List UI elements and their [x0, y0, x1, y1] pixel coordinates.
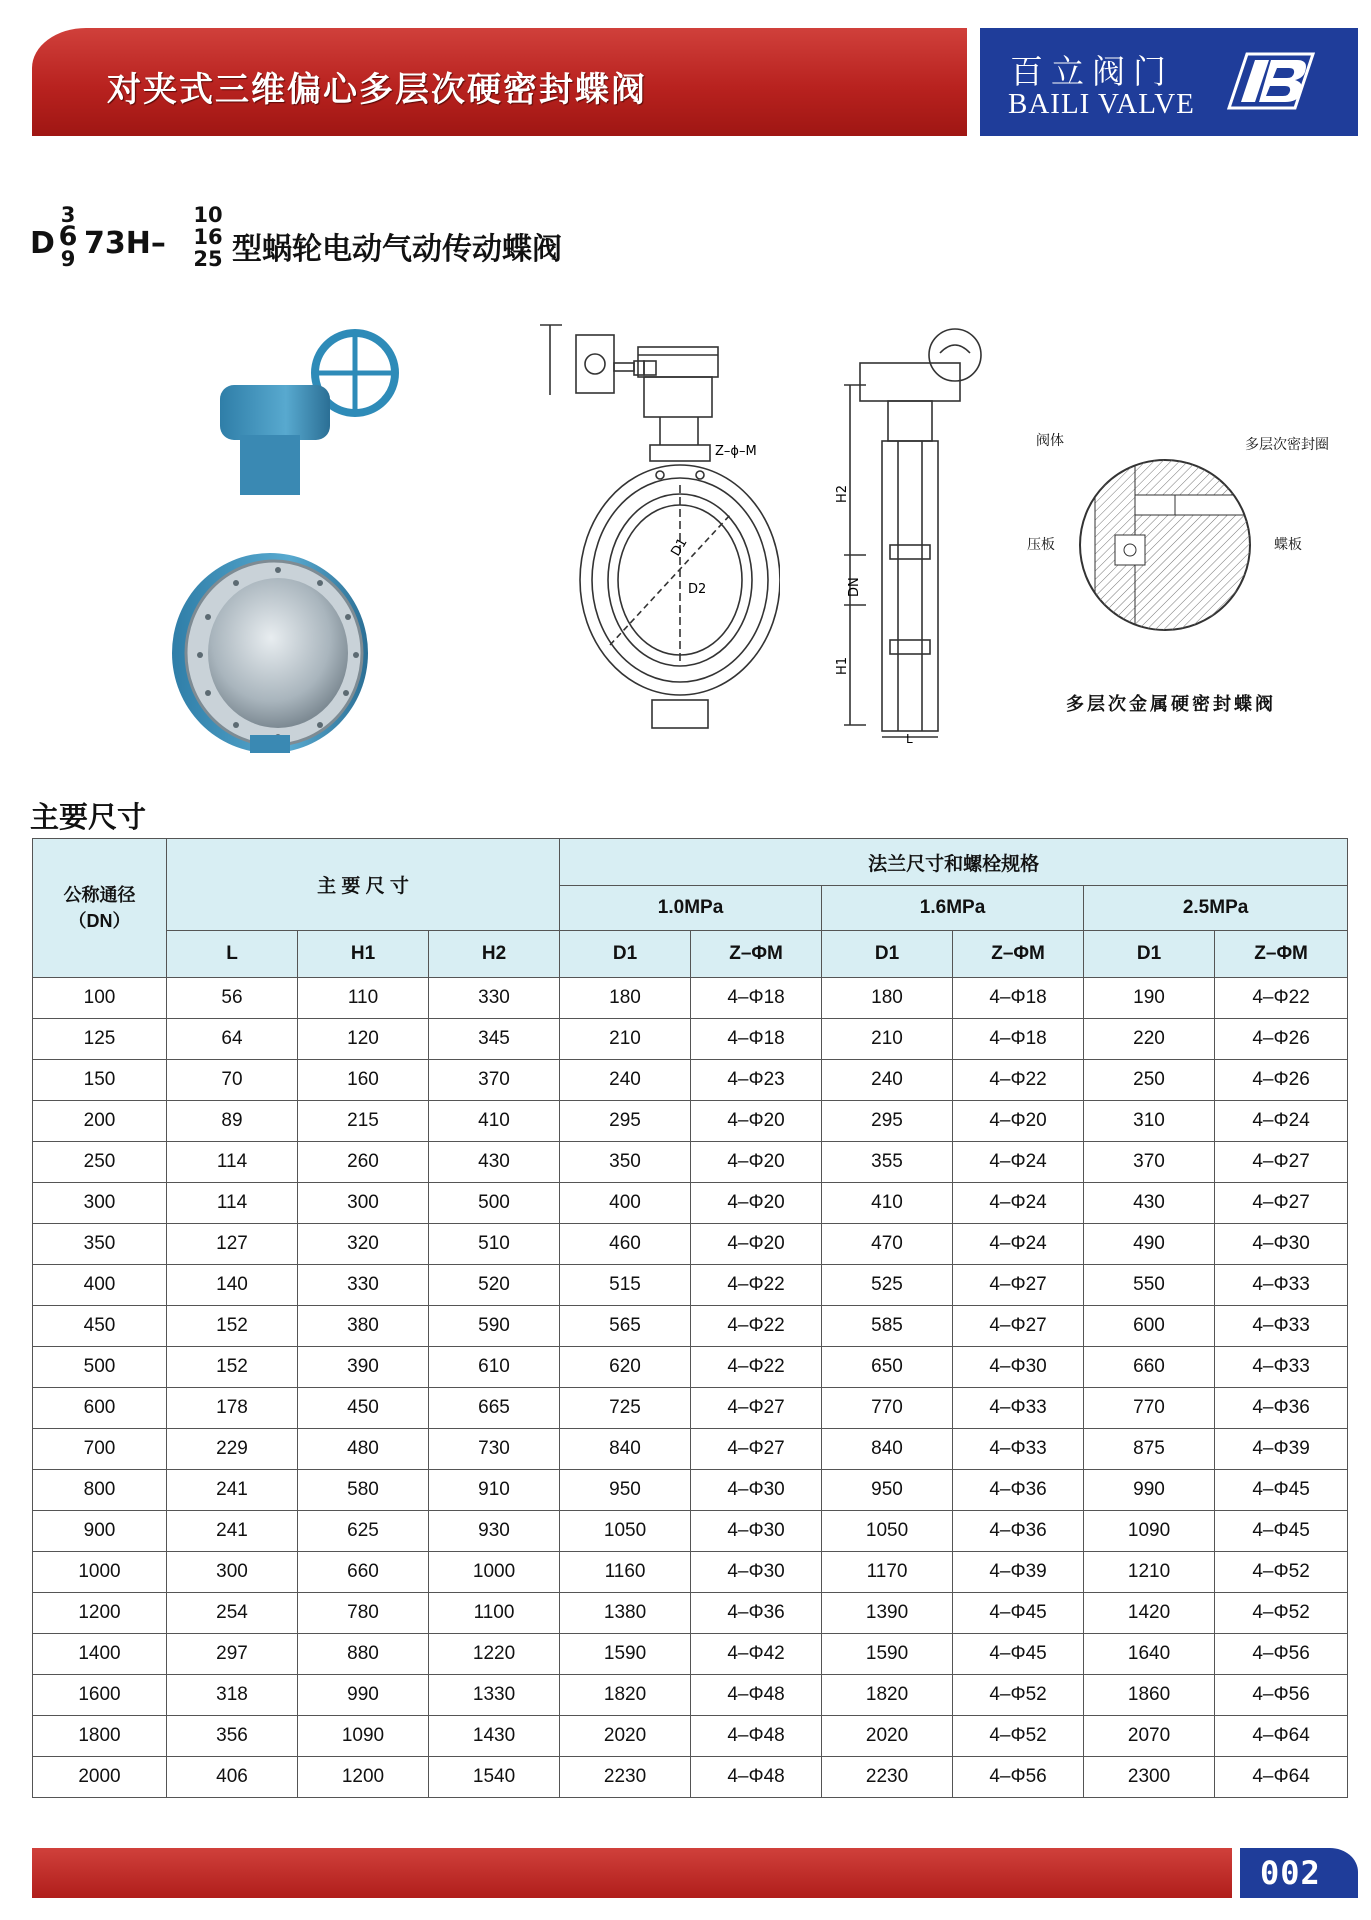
table-cell: 4–Φ18: [953, 1019, 1084, 1060]
table-cell: 4–Φ48: [691, 1757, 822, 1798]
table-cell: 500: [33, 1347, 167, 1388]
column-header: Z–ΦM: [1215, 931, 1348, 978]
side-view-drawing: [830, 325, 990, 745]
table-cell: 4–Φ27: [953, 1265, 1084, 1306]
model-stack-2-bottom: 25: [193, 247, 223, 271]
table-cell: 4–Φ22: [953, 1060, 1084, 1101]
table-cell: 4–Φ26: [1215, 1019, 1348, 1060]
table-cell: 56: [167, 978, 298, 1019]
header-pressure-1: 1.0MPa: [560, 886, 822, 931]
table-cell: 4–Φ20: [691, 1224, 822, 1265]
model-name: 型蜗轮电动气动传动蝶阀: [232, 232, 562, 267]
table-cell: 510: [429, 1224, 560, 1265]
table-cell: 350: [560, 1142, 691, 1183]
column-header: Z–ΦM: [953, 931, 1084, 978]
table-cell: 4–Φ36: [953, 1470, 1084, 1511]
table-cell: 1590: [822, 1634, 953, 1675]
table-cell: 660: [1084, 1347, 1215, 1388]
table-cell: 725: [560, 1388, 691, 1429]
table-cell: 410: [822, 1183, 953, 1224]
table-cell: 1430: [429, 1716, 560, 1757]
brand-name-en: BAILI VALVE: [1008, 88, 1195, 120]
table-cell: 4–Φ56: [1215, 1634, 1348, 1675]
table-cell: 880: [298, 1634, 429, 1675]
table-cell: 4–Φ45: [953, 1593, 1084, 1634]
table-cell: 620: [560, 1347, 691, 1388]
table-cell: 2070: [1084, 1716, 1215, 1757]
table-cell: 2300: [1084, 1757, 1215, 1798]
d1-label: D1: [668, 535, 691, 559]
table-cell: 330: [429, 978, 560, 1019]
table-cell: 300: [33, 1183, 167, 1224]
table-row: [33, 1429, 1348, 1470]
model-prefix: D: [30, 226, 55, 261]
table-cell: 665: [429, 1388, 560, 1429]
table-cell: 430: [1084, 1183, 1215, 1224]
table-cell: 4–Φ52: [1215, 1552, 1348, 1593]
table-cell: 160: [298, 1060, 429, 1101]
table-cell: 320: [298, 1224, 429, 1265]
l-label: L: [906, 732, 913, 745]
table-cell: 240: [560, 1060, 691, 1101]
table-cell: 254: [167, 1593, 298, 1634]
column-header-row: [33, 931, 1348, 978]
header-dn-line1: 公称通径: [63, 885, 136, 905]
table-cell: 4–Φ30: [691, 1470, 822, 1511]
table-row: [33, 1675, 1348, 1716]
table-cell: 1820: [822, 1675, 953, 1716]
table-row: [33, 1101, 1348, 1142]
table-row: [33, 1183, 1348, 1224]
table-cell: 4–Φ48: [691, 1716, 822, 1757]
table-row: [33, 1552, 1348, 1593]
table-cell: 100: [33, 978, 167, 1019]
table-row: [33, 1593, 1348, 1634]
table-cell: 2230: [822, 1757, 953, 1798]
table-cell: 295: [560, 1101, 691, 1142]
table-cell: 600: [1084, 1306, 1215, 1347]
table-cell: 310: [1084, 1101, 1215, 1142]
table-cell: 1090: [1084, 1511, 1215, 1552]
table-cell: 4–Φ33: [1215, 1306, 1348, 1347]
table-row: [33, 1019, 1348, 1060]
table-cell: 1160: [560, 1552, 691, 1593]
table-cell: 4–Φ33: [1215, 1265, 1348, 1306]
model-stack-2: [190, 204, 226, 270]
table-cell: 700: [33, 1429, 167, 1470]
table-cell: 4–Φ33: [953, 1388, 1084, 1429]
table-cell: 4–Φ23: [691, 1060, 822, 1101]
table-cell: 520: [429, 1265, 560, 1306]
detail-label-plate: 压板: [1027, 537, 1055, 553]
table-cell: 1000: [33, 1552, 167, 1593]
table-cell: 356: [167, 1716, 298, 1757]
table-cell: 2020: [822, 1716, 953, 1757]
table-cell: 318: [167, 1675, 298, 1716]
table-cell: 241: [167, 1511, 298, 1552]
header-pressure-3: 2.5MPa: [1084, 886, 1348, 931]
table-cell: 1200: [33, 1593, 167, 1634]
table-cell: 1860: [1084, 1675, 1215, 1716]
table-cell: 152: [167, 1306, 298, 1347]
table-cell: 4–Φ52: [1215, 1593, 1348, 1634]
table-row: [33, 978, 1348, 1019]
table-cell: 4–Φ18: [691, 1019, 822, 1060]
detail-label-disc: 蝶板: [1274, 537, 1302, 553]
table-cell: 4–Φ30: [691, 1511, 822, 1552]
table-cell: 910: [429, 1470, 560, 1511]
column-header: D1: [560, 931, 691, 978]
table-cell: 4–Φ42: [691, 1634, 822, 1675]
table-cell: 525: [822, 1265, 953, 1306]
brand-name-cn: 百立阀门: [1010, 52, 1174, 91]
table-cell: 990: [1084, 1470, 1215, 1511]
table-cell: 840: [822, 1429, 953, 1470]
table-cell: 840: [560, 1429, 691, 1470]
table-cell: 1050: [560, 1511, 691, 1552]
table-cell: 4–Φ45: [1215, 1511, 1348, 1552]
table-cell: 114: [167, 1142, 298, 1183]
model-stack-1-top: 3: [60, 203, 76, 227]
table-cell: 178: [167, 1388, 298, 1429]
table-cell: 2000: [33, 1757, 167, 1798]
table-cell: 4–Φ20: [691, 1142, 822, 1183]
table-cell: 127: [167, 1224, 298, 1265]
table-cell: 410: [429, 1101, 560, 1142]
table-cell: 241: [167, 1470, 298, 1511]
table-cell: 990: [298, 1675, 429, 1716]
table-cell: 4–Φ48: [691, 1675, 822, 1716]
column-header: H1: [298, 931, 429, 978]
table-cell: 370: [1084, 1142, 1215, 1183]
table-cell: 300: [167, 1552, 298, 1593]
table-cell: 4–Φ36: [953, 1511, 1084, 1552]
table-cell: 4–Φ27: [691, 1388, 822, 1429]
table-cell: 590: [429, 1306, 560, 1347]
table-cell: 450: [298, 1388, 429, 1429]
table-cell: 1210: [1084, 1552, 1215, 1593]
table-row: [33, 1470, 1348, 1511]
model-stack-1: [57, 204, 79, 270]
table-cell: 580: [298, 1470, 429, 1511]
dn-label: DN: [847, 577, 862, 597]
table-cell: 152: [167, 1347, 298, 1388]
table-cell: 1420: [1084, 1593, 1215, 1634]
table-cell: 300: [298, 1183, 429, 1224]
brand-bar: [980, 28, 1358, 136]
table-cell: 875: [1084, 1429, 1215, 1470]
table-cell: 4–Φ26: [1215, 1060, 1348, 1101]
seal-detail-drawing: [1075, 455, 1255, 635]
table-row: [33, 1634, 1348, 1675]
table-cell: 730: [429, 1429, 560, 1470]
table-cell: 650: [822, 1347, 953, 1388]
table-row: [33, 1347, 1348, 1388]
table-row: [33, 1388, 1348, 1429]
table-cell: 1800: [33, 1716, 167, 1757]
table-cell: 4–Φ22: [691, 1306, 822, 1347]
table-cell: 220: [1084, 1019, 1215, 1060]
detail-label-body: 阀体: [1036, 433, 1064, 449]
table-cell: 229: [167, 1429, 298, 1470]
table-cell: 950: [822, 1470, 953, 1511]
table-cell: 260: [298, 1142, 429, 1183]
table-cell: 565: [560, 1306, 691, 1347]
table-cell: 1390: [822, 1593, 953, 1634]
table-cell: 4–Φ27: [1215, 1142, 1348, 1183]
table-cell: 406: [167, 1757, 298, 1798]
model-mid: 73H–: [84, 226, 166, 261]
table-cell: 89: [167, 1101, 298, 1142]
header-pressure-2: 1.6MPa: [822, 886, 1084, 931]
footer-bar: [32, 1848, 1232, 1898]
table-cell: 2020: [560, 1716, 691, 1757]
column-header: D1: [822, 931, 953, 978]
table-cell: 930: [429, 1511, 560, 1552]
table-row: [33, 1306, 1348, 1347]
table-cell: 610: [429, 1347, 560, 1388]
table-cell: 355: [822, 1142, 953, 1183]
header-dn-line2: （DN）: [68, 911, 131, 931]
table-cell: 4–Φ20: [691, 1183, 822, 1224]
table-cell: 1000: [429, 1552, 560, 1593]
table-cell: 1600: [33, 1675, 167, 1716]
table-row: [33, 1511, 1348, 1552]
table-cell: 4–Φ20: [953, 1101, 1084, 1142]
table-row: [33, 1224, 1348, 1265]
table-body: [33, 978, 1348, 1798]
header-dn: [33, 839, 167, 978]
column-header: D1: [1084, 931, 1215, 978]
table-cell: 4–Φ45: [1215, 1470, 1348, 1511]
d2-label: D2: [688, 582, 707, 597]
brand-logo-icon: [1225, 50, 1317, 112]
table-cell: 450: [33, 1306, 167, 1347]
model-stack-1-mid: 6: [58, 221, 78, 252]
table-cell: 430: [429, 1142, 560, 1183]
table-cell: 500: [429, 1183, 560, 1224]
table-cell: 297: [167, 1634, 298, 1675]
table-cell: 1200: [298, 1757, 429, 1798]
table-cell: 250: [33, 1142, 167, 1183]
table-cell: 1400: [33, 1634, 167, 1675]
dimensions-table: [32, 838, 1348, 1798]
table-cell: 390: [298, 1347, 429, 1388]
table-cell: 1640: [1084, 1634, 1215, 1675]
table-cell: 215: [298, 1101, 429, 1142]
table-cell: 180: [822, 978, 953, 1019]
table-cell: 70: [167, 1060, 298, 1101]
table-cell: 4–Φ36: [691, 1593, 822, 1634]
header-flange: 法兰尺寸和螺栓规格: [560, 839, 1348, 886]
table-cell: 4–Φ64: [1215, 1757, 1348, 1798]
table-cell: 400: [560, 1183, 691, 1224]
table-cell: 4–Φ45: [953, 1634, 1084, 1675]
table-cell: 1590: [560, 1634, 691, 1675]
table-row: [33, 1060, 1348, 1101]
table-cell: 400: [33, 1265, 167, 1306]
table-cell: 4–Φ30: [953, 1347, 1084, 1388]
table-cell: 770: [822, 1388, 953, 1429]
column-header: L: [167, 931, 298, 978]
column-header: Z–ΦM: [691, 931, 822, 978]
page-title: 对夹式三维偏心多层次硬密封蝶阀: [107, 70, 647, 110]
table-cell: 4–Φ18: [953, 978, 1084, 1019]
model-stack-1-bottom: 9: [60, 247, 76, 271]
table-cell: 330: [298, 1265, 429, 1306]
table-cell: 4–Φ27: [1215, 1183, 1348, 1224]
table-cell: 114: [167, 1183, 298, 1224]
table-cell: 345: [429, 1019, 560, 1060]
table-cell: 350: [33, 1224, 167, 1265]
table-cell: 900: [33, 1511, 167, 1552]
table-cell: 770: [1084, 1388, 1215, 1429]
table-cell: 1220: [429, 1634, 560, 1675]
table-cell: 600: [33, 1388, 167, 1429]
table-cell: 240: [822, 1060, 953, 1101]
table-cell: 4–Φ20: [691, 1101, 822, 1142]
table-cell: 4–Φ36: [1215, 1388, 1348, 1429]
page-number-box: [1240, 1848, 1358, 1898]
table-cell: 4–Φ56: [953, 1757, 1084, 1798]
page-number: 002: [1260, 1854, 1321, 1892]
table-cell: 585: [822, 1306, 953, 1347]
table-row: [33, 1757, 1348, 1798]
table-cell: 4–Φ64: [1215, 1716, 1348, 1757]
table-cell: 150: [33, 1060, 167, 1101]
table-cell: 4–Φ56: [1215, 1675, 1348, 1716]
detail-caption: 多层次金属硬密封蝶阀: [1066, 694, 1276, 715]
table-cell: 210: [822, 1019, 953, 1060]
table-cell: 4–Φ22: [691, 1347, 822, 1388]
table-cell: 125: [33, 1019, 167, 1060]
table-cell: 470: [822, 1224, 953, 1265]
table-cell: 4–Φ33: [1215, 1347, 1348, 1388]
table-cell: 4–Φ27: [953, 1306, 1084, 1347]
table-cell: 4–Φ33: [953, 1429, 1084, 1470]
table-cell: 4–Φ52: [953, 1716, 1084, 1757]
table-cell: 1330: [429, 1675, 560, 1716]
table-cell: 64: [167, 1019, 298, 1060]
table-cell: 4–Φ24: [953, 1183, 1084, 1224]
table-cell: 1050: [822, 1511, 953, 1552]
table-cell: 4–Φ22: [691, 1265, 822, 1306]
table-cell: 780: [298, 1593, 429, 1634]
table-cell: 1380: [560, 1593, 691, 1634]
table-cell: 180: [560, 978, 691, 1019]
header-title-bar: [32, 28, 967, 136]
h1-label: H1: [835, 656, 850, 675]
table-cell: 950: [560, 1470, 691, 1511]
table-cell: 380: [298, 1306, 429, 1347]
table-cell: 120: [298, 1019, 429, 1060]
table-cell: 4–Φ30: [1215, 1224, 1348, 1265]
table-cell: 4–Φ24: [953, 1142, 1084, 1183]
table-cell: 800: [33, 1470, 167, 1511]
table-cell: 250: [1084, 1060, 1215, 1101]
table-cell: 200: [33, 1101, 167, 1142]
column-header: H2: [429, 931, 560, 978]
table-cell: 1090: [298, 1716, 429, 1757]
table-cell: 140: [167, 1265, 298, 1306]
h2-label: H2: [835, 484, 850, 503]
table-cell: 295: [822, 1101, 953, 1142]
table-cell: 370: [429, 1060, 560, 1101]
table-cell: 550: [1084, 1265, 1215, 1306]
table-row: [33, 1716, 1348, 1757]
section-title: 主要尺寸: [30, 800, 147, 834]
table-cell: 4–Φ18: [691, 978, 822, 1019]
model-stack-2-mid: 16: [193, 225, 223, 249]
table-cell: 515: [560, 1265, 691, 1306]
table-cell: 490: [1084, 1224, 1215, 1265]
table-cell: 1170: [822, 1552, 953, 1593]
detail-label-seal: 多层次密封圈: [1245, 437, 1329, 453]
zm-label: Z–ϕ–M: [715, 444, 757, 459]
table-cell: 110: [298, 978, 429, 1019]
table-cell: 4–Φ30: [691, 1552, 822, 1593]
table-cell: 4–Φ24: [1215, 1101, 1348, 1142]
table-cell: 4–Φ22: [1215, 978, 1348, 1019]
table-cell: 210: [560, 1019, 691, 1060]
table-cell: 4–Φ52: [953, 1675, 1084, 1716]
table-cell: 460: [560, 1224, 691, 1265]
table-cell: 1540: [429, 1757, 560, 1798]
table-cell: 2230: [560, 1757, 691, 1798]
table-row: [33, 1265, 1348, 1306]
model-stack-2-top: 10: [193, 203, 223, 227]
table-row: [33, 1142, 1348, 1183]
table-cell: 1820: [560, 1675, 691, 1716]
table-cell: 4–Φ39: [953, 1552, 1084, 1593]
table-cell: 660: [298, 1552, 429, 1593]
table-cell: 4–Φ39: [1215, 1429, 1348, 1470]
table-cell: 4–Φ27: [691, 1429, 822, 1470]
table-cell: 625: [298, 1511, 429, 1552]
table-cell: 1100: [429, 1593, 560, 1634]
front-view-drawing: [540, 315, 780, 730]
table-cell: 480: [298, 1429, 429, 1470]
valve-photo: [170, 325, 430, 755]
table-cell: 4–Φ24: [953, 1224, 1084, 1265]
header-main-dims: 主 要 尺 寸: [167, 839, 560, 931]
table-cell: 190: [1084, 978, 1215, 1019]
